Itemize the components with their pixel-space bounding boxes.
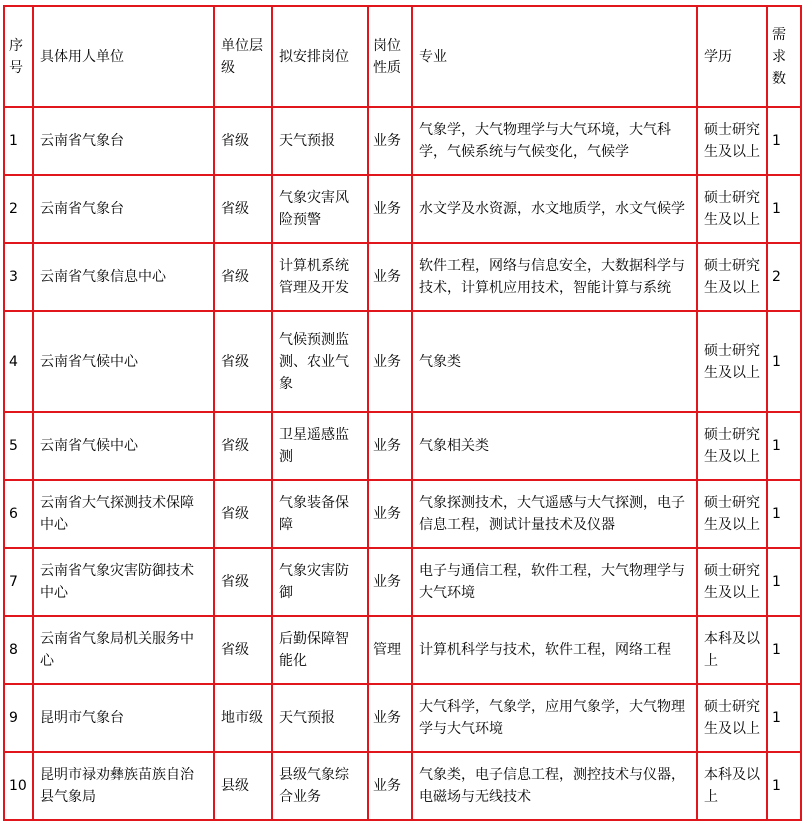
cell-nature: 业务 (368, 311, 412, 412)
cell-level: 省级 (214, 243, 272, 311)
cell-nature: 业务 (368, 107, 412, 175)
cell-count: 1 (767, 480, 801, 548)
cell-index: 8 (4, 616, 33, 684)
table-row (4, 311, 801, 412)
cell-major: 电子与通信工程，软件工程，大气物理学与大气环境 (412, 548, 697, 616)
cell-major: 气象类 (412, 311, 697, 412)
cell-unit: 云南省气候中心 (33, 311, 214, 412)
cell-position: 计算机系统管理及开发 (272, 243, 368, 311)
cell-education: 硕士研究生及以上 (697, 480, 767, 548)
cell-nature: 业务 (368, 175, 412, 243)
cell-index: 10 (4, 752, 33, 820)
cell-nature: 管理 (368, 616, 412, 684)
cell-nature: 业务 (368, 243, 412, 311)
cell-nature: 业务 (368, 480, 412, 548)
cell-level: 省级 (214, 480, 272, 548)
cell-count: 1 (767, 175, 801, 243)
cell-major: 气象学，大气物理学与大气环境，大气科学，气候系统与气候变化，气候学 (412, 107, 697, 175)
cell-position: 气象装备保障 (272, 480, 368, 548)
cell-education: 硕士研究生及以上 (697, 175, 767, 243)
cell-level: 省级 (214, 107, 272, 175)
cell-level: 县级 (214, 752, 272, 820)
cell-position: 县级气象综合业务 (272, 752, 368, 820)
cell-education: 硕士研究生及以上 (697, 684, 767, 752)
cell-level: 省级 (214, 412, 272, 480)
cell-education: 硕士研究生及以上 (697, 311, 767, 412)
recruitment-table (3, 5, 802, 821)
cell-nature: 业务 (368, 752, 412, 820)
cell-position: 气候预测监测、农业气象 (272, 311, 368, 412)
cell-index: 1 (4, 107, 33, 175)
header-level: 单位层级 (214, 6, 272, 107)
table-row (4, 548, 801, 616)
cell-count: 1 (767, 412, 801, 480)
cell-count: 1 (767, 107, 801, 175)
cell-education: 硕士研究生及以上 (697, 107, 767, 175)
cell-position: 气象灾害风险预警 (272, 175, 368, 243)
cell-index: 4 (4, 311, 33, 412)
cell-unit: 云南省气候中心 (33, 412, 214, 480)
header-unit: 具体用人单位 (33, 6, 214, 107)
cell-unit: 昆明市气象台 (33, 684, 214, 752)
cell-major: 气象类，电子信息工程，测控技术与仪器，电磁场与无线技术 (412, 752, 697, 820)
cell-level: 地市级 (214, 684, 272, 752)
table-row (4, 616, 801, 684)
table-row (4, 243, 801, 311)
cell-education: 本科及以上 (697, 616, 767, 684)
cell-major: 气象探测技术，大气遥感与大气探测，电子信息工程，测试计量技术及仪器 (412, 480, 697, 548)
cell-position: 气象灾害防御 (272, 548, 368, 616)
cell-count: 1 (767, 684, 801, 752)
cell-nature: 业务 (368, 548, 412, 616)
header-position: 拟安排岗位 (272, 6, 368, 107)
table-row (4, 107, 801, 175)
cell-level: 省级 (214, 616, 272, 684)
cell-unit: 云南省气象台 (33, 175, 214, 243)
cell-unit: 云南省气象灾害防御技术中心 (33, 548, 214, 616)
cell-unit: 云南省气象局机关服务中心 (33, 616, 214, 684)
cell-nature: 业务 (368, 412, 412, 480)
cell-education: 本科及以上 (697, 752, 767, 820)
header-index: 序号 (4, 6, 33, 107)
cell-index: 5 (4, 412, 33, 480)
header-education: 学历 (697, 6, 767, 107)
cell-major: 软件工程，网络与信息安全，大数据科学与技术，计算机应用技术，智能计算与系统 (412, 243, 697, 311)
header-count: 需求数 (767, 6, 801, 107)
cell-count: 1 (767, 548, 801, 616)
cell-unit: 昆明市禄劝彝族苗族自治县气象局 (33, 752, 214, 820)
cell-index: 9 (4, 684, 33, 752)
cell-position: 天气预报 (272, 107, 368, 175)
cell-unit: 云南省气象信息中心 (33, 243, 214, 311)
cell-education: 硕士研究生及以上 (697, 243, 767, 311)
cell-count: 1 (767, 616, 801, 684)
cell-major: 计算机科学与技术，软件工程，网络工程 (412, 616, 697, 684)
header-major: 专业 (412, 6, 697, 107)
cell-nature: 业务 (368, 684, 412, 752)
table-row (4, 752, 801, 820)
cell-major: 大气科学，气象学，应用气象学，大气物理学与大气环境 (412, 684, 697, 752)
table-row (4, 412, 801, 480)
table-row (4, 175, 801, 243)
cell-count: 2 (767, 243, 801, 311)
cell-unit: 云南省气象台 (33, 107, 214, 175)
cell-education: 硕士研究生及以上 (697, 412, 767, 480)
cell-index: 6 (4, 480, 33, 548)
cell-index: 3 (4, 243, 33, 311)
cell-count: 1 (767, 311, 801, 412)
cell-index: 7 (4, 548, 33, 616)
cell-major: 气象相关类 (412, 412, 697, 480)
cell-count: 1 (767, 752, 801, 820)
cell-major: 水文学及水资源，水文地质学，水文气候学 (412, 175, 697, 243)
table-row (4, 684, 801, 752)
cell-position: 天气预报 (272, 684, 368, 752)
cell-position: 卫星遥感监测 (272, 412, 368, 480)
cell-unit: 云南省大气探测技术保障中心 (33, 480, 214, 548)
header-nature: 岗位性质 (368, 6, 412, 107)
table-header-row (4, 6, 801, 107)
cell-position: 后勤保障智能化 (272, 616, 368, 684)
cell-level: 省级 (214, 175, 272, 243)
table-row (4, 480, 801, 548)
cell-index: 2 (4, 175, 33, 243)
cell-education: 硕士研究生及以上 (697, 548, 767, 616)
cell-level: 省级 (214, 548, 272, 616)
cell-level: 省级 (214, 311, 272, 412)
